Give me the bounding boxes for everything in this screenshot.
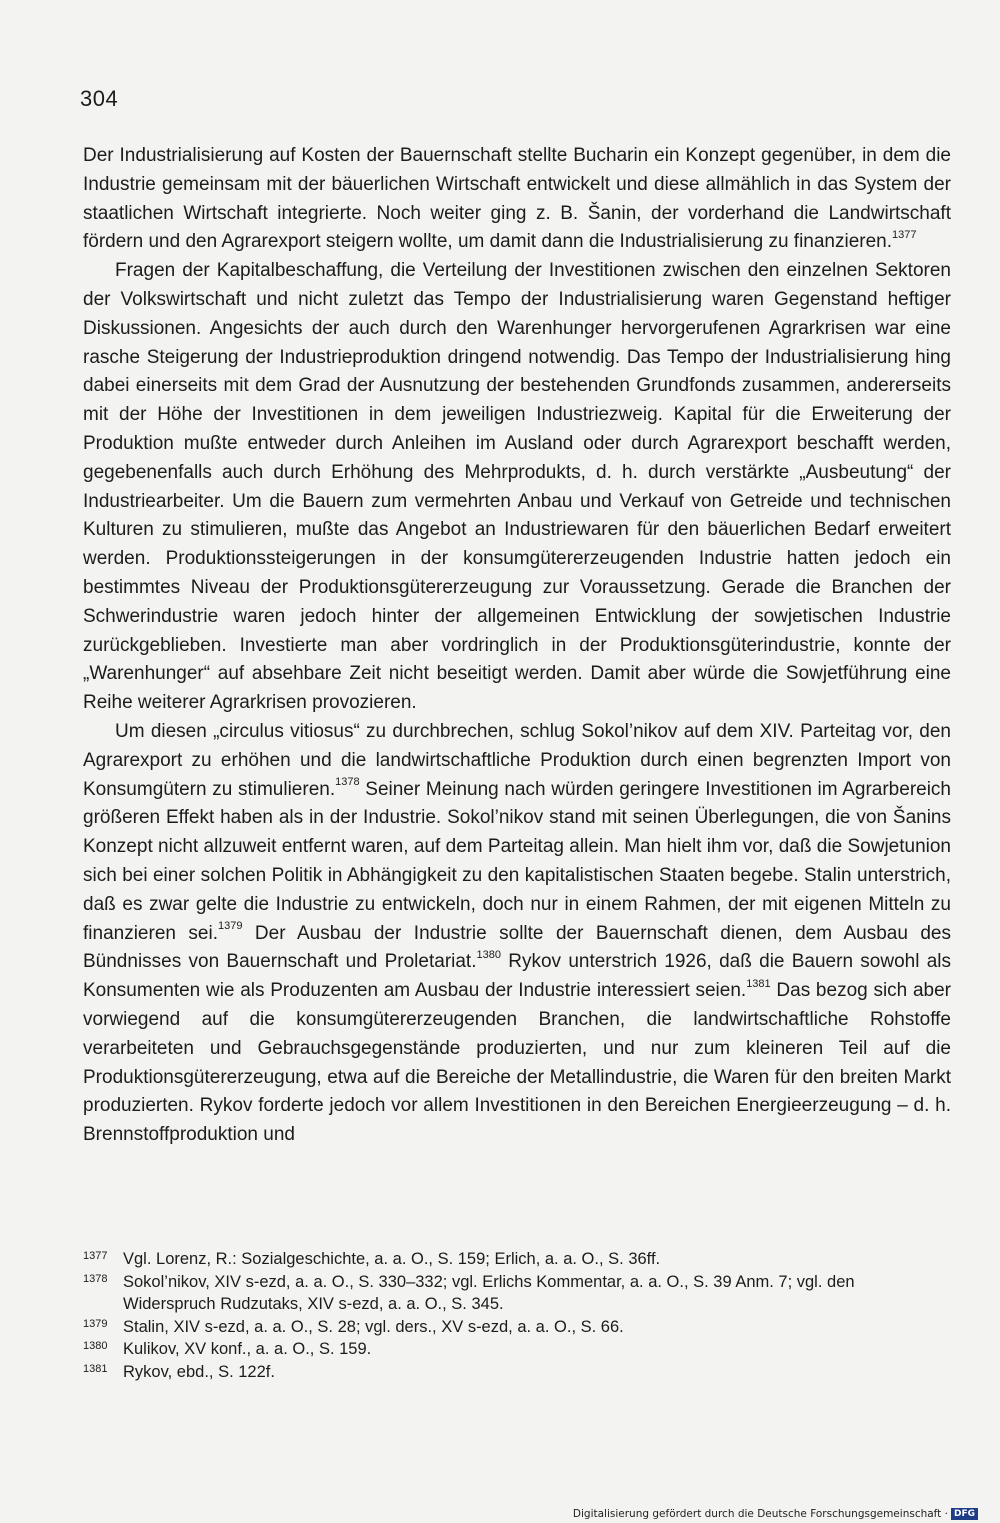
paragraph bbox=[83, 718, 951, 1150]
footnote-text: Rykov, ebd., S. 122f. bbox=[123, 1362, 275, 1381]
footnotes bbox=[83, 1248, 951, 1384]
footnote-text: Stalin, XIV s-ezd, a. a. O., S. 28; vgl. ders., XV s-ezd, a. a. O., S. 66. bbox=[123, 1317, 624, 1336]
footnote-reference[interactable]: 1379 bbox=[217, 920, 243, 933]
footnote-number: 1378 bbox=[83, 1272, 108, 1285]
text-run: Seiner Meinung nach würden geringere Investitionen im Agrarbereich größeren Effekt haben als in der Industrie. Sokol’nikov stand mit seinen Überlegungen, die von Šanins Konzept nicht allzuweit entfernt waren, auf dem Parteitag allein. Man hielt ihm vor, daß die Sowjetunion sich bei einer solchen Politik in Abhängigkeit zu den kapitalistischen Staaten begebe. Stalin unterstrich, daß es zwar gelte die Industrie zu entwickeln, doch nur in einem Rahmen, der mit eigenen Mitteln zu finanzieren sei. bbox=[83, 778, 951, 944]
footnote-reference[interactable]: 1377 bbox=[892, 229, 917, 242]
text-run: Rykov unterstrich 1926, daß die Bauern sowohl als Konsumenten wie als Produzenten am Ausbau der Industrie interessiert seien. bbox=[83, 951, 952, 1002]
footnote-number: 1379 bbox=[83, 1317, 108, 1330]
text-run: Das bezog sich aber vorwiegend auf die konsumgütererzeugenden Branchen, die landwirtschaftliche Rohstoffe verarbeiteten und Gebrauchsgegenstände produzierten, und nur zum kleineren Teil auf die Produktionsgütererzeugung, etwa auf die Bereiche der Metallindustrie, die Waren für den breiten Markt produzierten. Rykov forderte jedoch vor allem Investitionen in den Bereichen Energieerzeugung – d. h. Brennstoffproduktion und bbox=[83, 980, 951, 1146]
body-text bbox=[83, 142, 951, 1150]
footnote bbox=[83, 1271, 951, 1316]
footnote-reference[interactable]: 1378 bbox=[335, 776, 360, 789]
credit-text: Digitalisierung gefördert durch die Deutsche Forschungsgemeinschaft · bbox=[572, 1508, 948, 1520]
text-run: Um diesen „circulus vitiosus“ zu durchbrechen, schlug Sokol’nikov auf dem XIV. Parteitag vor, den Agrarexport zu erhöhen und die landwirtschaftliche Produktion durch einen begrenzten Import von Konsumgütern zu stimulieren. bbox=[83, 720, 951, 800]
footnote-number: 1380 bbox=[83, 1340, 108, 1353]
footnote bbox=[83, 1361, 951, 1384]
page-number: 304 bbox=[80, 86, 119, 111]
footnote-text: Sokol’nikov, XIV s-ezd, a. a. O., S. 330–332; vgl. Erlichs Kommentar, a. a. O., S. 39 Anm. 7; vgl. den Widerspruch Rudzutaks, XIV s-ezd, a. a. O., S. 345. bbox=[123, 1272, 855, 1314]
paragraph bbox=[83, 142, 951, 257]
footnote-reference[interactable]: 1381 bbox=[746, 977, 771, 990]
footnote-number: 1381 bbox=[83, 1362, 108, 1375]
footnote bbox=[83, 1338, 951, 1361]
footnote bbox=[83, 1316, 951, 1339]
text-run: Der Ausbau der Industrie sollte der Bauernschaft dienen, dem Ausbau des Bündnisses von Bauernschaft und Proletariat. bbox=[83, 922, 951, 973]
digitization-credit bbox=[573, 1508, 978, 1520]
footnote-text: Vgl. Lorenz, R.: Sozialgeschichte, a. a. O., S. 159; Erlich, a. a. O., S. 36ff. bbox=[123, 1250, 661, 1268]
footnote-number: 1377 bbox=[83, 1250, 108, 1262]
dfg-logo: DFG bbox=[951, 1508, 978, 1520]
text-run: Der Industrialisierung auf Kosten der Bauernschaft stellte Bucharin ein Konzept gegenüber, in dem die Industrie gemeinsam mit der bäuerlichen Wirtschaft entwickelt und diese allmählich in das System der staatlichen Wirtschaft integrierte. Noch weiter ging z. B. Šanin, der vorderhand die Landwirtschaft fördern und den Agrarexport steigern wollte, um damit dann die Industrialisierung zu finanzieren. bbox=[83, 145, 951, 253]
footnote-reference[interactable]: 1380 bbox=[476, 948, 501, 961]
text-run: Fragen der Kapitalbeschaffung, die Verteilung der Investitionen zwischen den einzelnen Sektoren der Volkswirtschaft und nicht zuletzt das Tempo der Industrialisierung waren Gegenstand heftiger Diskussionen. Angesichts der auch durch den Warenhunger hervorgerufenen Agrarkrisen war eine rasche Steigerung der Industrieproduktion dringend notwendig. Das Tempo der Industrialisierung hing dabei einerseits mit dem Grad der Ausnutzung der bestehenden Grundfonds zusammen, andererseits mit der Höhe der Investitionen in dem jeweiligen Industriezweig. Kapital für die Erweiterung der Produktion mußte entweder durch Anleihen im Ausland oder durch Agrarexport beschafft werden, gegebenenfalls auch durch Erhöhung des Mehrprodukts, d. h. durch verstärkte „Ausbeutung“ der Industriearbeiter. Um die Bauern zum vermehrten Anbau und Verkauf von Getreide und technischen Kulturen zu stimulieren, mußte das Angebot an Industriewaren für den bäuerlichen Bedarf erweitert werden. Produktionssteigerungen in der konsumgütererzeugenden Industrie hatten jedoch ein bestimmtes Niveau der Produktionsgütererzeugung zur Voraussetzung. Gerade die Branchen der Schwerindustrie waren jedoch hinter der allgemeinen Entwicklung der sowjetischen Industrie zurückgeblieben. Investierte man aber vordringlich in der Produktionsgüterindustrie, konnte der „Warenhunger“ auf absehbare Zeit nicht beseitigt werden. Damit aber würde die Sowjetführung eine Reihe weiterer Agrarkrisen provozieren. bbox=[83, 260, 951, 714]
footnote-text: Kulikov, XV konf., a. a. O., S. 159. bbox=[123, 1340, 372, 1359]
footnote bbox=[83, 1248, 951, 1271]
paragraph bbox=[83, 257, 951, 718]
